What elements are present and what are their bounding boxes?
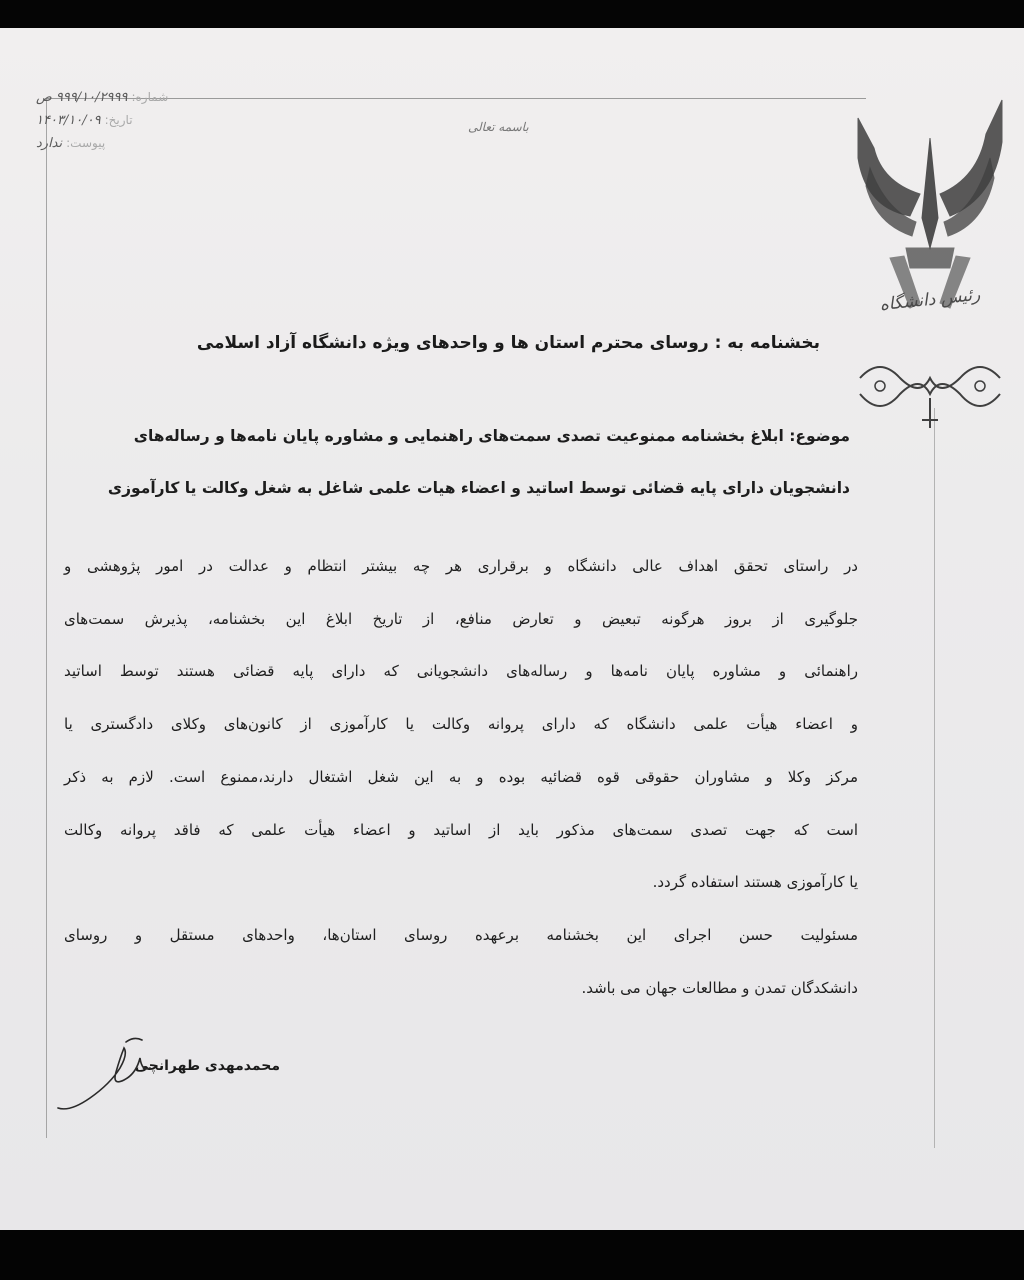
body-line: است که جهت تصدی سمت‌های مذکور باید از اساتید و اعضاء هیأت علمی که فاقد پروانه وکالت xyxy=(64,820,858,839)
body-line: جلوگیری از بروز هرگونه تبعیض و تعارض منافع، از تاریخ ابلاغ این بخشنامه، پذیرش سمت‌های xyxy=(64,609,858,628)
meta-date-label: تاریخ: xyxy=(104,113,133,127)
meta-date-value: ۱۴۰۳/۱۰/۰۹ xyxy=(36,113,101,128)
signer-name: محمدمهدی طهرانچی xyxy=(134,1058,280,1074)
meta-number-label: شماره: xyxy=(131,90,169,104)
body-line: مرکز وکلا و مشاوران حقوقی قوه قضائیه بوده و به این شغل اشتغال دارند،ممنوع است. لازم به ذکر xyxy=(64,767,858,786)
handwritten-signature xyxy=(50,1028,160,1118)
body-text xyxy=(64,540,858,1014)
meta-date-row xyxy=(36,109,216,132)
basmala: باسمه تعالی xyxy=(468,120,529,134)
letter-meta xyxy=(36,86,216,155)
meta-number-row xyxy=(36,86,216,109)
subject-line: موضوع: ابلاغ بخشنامه ممنوعیت تصدی سمت‌های راهنمایی و مشاوره پایان نامه‌ها و رساله‌های xyxy=(133,427,850,445)
body-line: راهنمائی و مشاوره پایان نامه‌ها و رساله‌های دانشجویانی که دارای پایه قضائی هستند توسط اساتید xyxy=(64,662,858,681)
subject-line: دانشجویان دارای پایه قضائی توسط اساتید و اعضاء هیات علمی شاغل به شغل وکالت یا کارآموزی xyxy=(107,479,850,497)
body-line: در راستای تحقق اهداف عالی دانشگاه و برقراری هر چه بیشتر انتظام و عدالت در امور پژوهشی و xyxy=(64,557,858,575)
meta-attachment-value: ندارد xyxy=(36,136,63,151)
bottom-black-bar xyxy=(0,1230,1024,1280)
frame-left-line xyxy=(46,98,47,1138)
meta-number-value: ۹۹۹/۱۰/۲۹۹۹ ص xyxy=(36,90,128,105)
logo-caption: رئیس دانشگاه xyxy=(878,284,982,316)
recipient-line: بخشنامه به : روسای محترم استان ها و واحدهای ویژه دانشگاه آزاد اسلامی xyxy=(196,333,820,353)
body-line: مسئولیت حسن اجرای این بخشنامه برعهده روسای استان‌ها، واحدهای مستقل و روسای xyxy=(64,925,858,944)
subject-block xyxy=(100,410,850,514)
document-page xyxy=(0,28,1024,1230)
university-logo-icon xyxy=(850,98,1010,438)
meta-attachment-label: پیوست: xyxy=(66,136,106,150)
body-line: دانشکدگان تمدن و مطالعات جهان می باشد. xyxy=(581,978,858,997)
top-black-bar xyxy=(0,0,1024,28)
frame-right-line xyxy=(934,408,935,1148)
body-line: یا کارآموزی هستند استفاده گردد. xyxy=(652,873,858,892)
body-line: و اعضاء هیأت علمی دانشگاه که دارای پروانه وکالت یا کارآموزی از کانون‌های وکلای دادگستری یا xyxy=(64,715,858,734)
meta-attachment-row xyxy=(36,132,216,155)
